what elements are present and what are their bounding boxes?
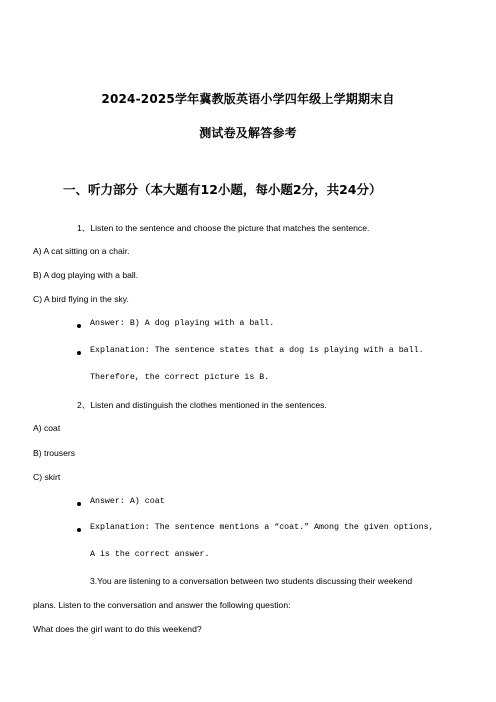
q2-explanation: Explanation: The sentence mentions a “coat.” Among the given options, bbox=[90, 523, 434, 532]
bullet-icon bbox=[77, 528, 81, 532]
q2-option-a: A) coat bbox=[33, 423, 61, 433]
q3-prompt: 3.You are listening to a conversation between two students discussing their weekend bbox=[90, 576, 413, 586]
bullet-icon bbox=[77, 324, 81, 328]
q1-explanation-continued: Therefore, the correct picture is B. bbox=[90, 373, 270, 382]
q1-option-a: A) A cat sitting on a chair. bbox=[33, 246, 130, 256]
q2-option-b: B) trousers bbox=[33, 448, 76, 458]
q3-question: What does the girl want to do this weekend? bbox=[33, 624, 202, 634]
document-title-line-1: 2024-2025学年冀教版英语小学四年级上学期期末自 bbox=[101, 92, 395, 106]
q1-option-c: C) A bird flying in the sky. bbox=[33, 294, 129, 304]
q1-explanation: Explanation: The sentence states that a dog is playing with a ball. bbox=[90, 346, 424, 355]
q1-answer: Answer: B) A dog playing with a ball. bbox=[90, 319, 275, 328]
q3-prompt-continued: plans. Listen to the conversation and answer the following question: bbox=[33, 600, 291, 610]
q2-option-c: C) skirt bbox=[33, 472, 61, 482]
q2-explanation-continued: A is the correct answer. bbox=[90, 550, 210, 559]
q1-prompt: 1、Listen to the sentence and choose the picture that matches the sentence. bbox=[77, 223, 370, 233]
bullet-icon bbox=[77, 351, 81, 355]
section-heading: 一、听力部分（本大题有12小题，每小题2分，共24分） bbox=[63, 182, 382, 197]
q2-answer: Answer: A) coat bbox=[90, 497, 165, 506]
bullet-icon bbox=[77, 502, 81, 506]
document-title-line-2: 测试卷及解答参考 bbox=[199, 126, 297, 140]
q1-option-b: B) A dog playing with a ball. bbox=[33, 270, 139, 280]
q2-prompt: 2、Listen and distinguish the clothes mentioned in the sentences. bbox=[77, 400, 327, 410]
